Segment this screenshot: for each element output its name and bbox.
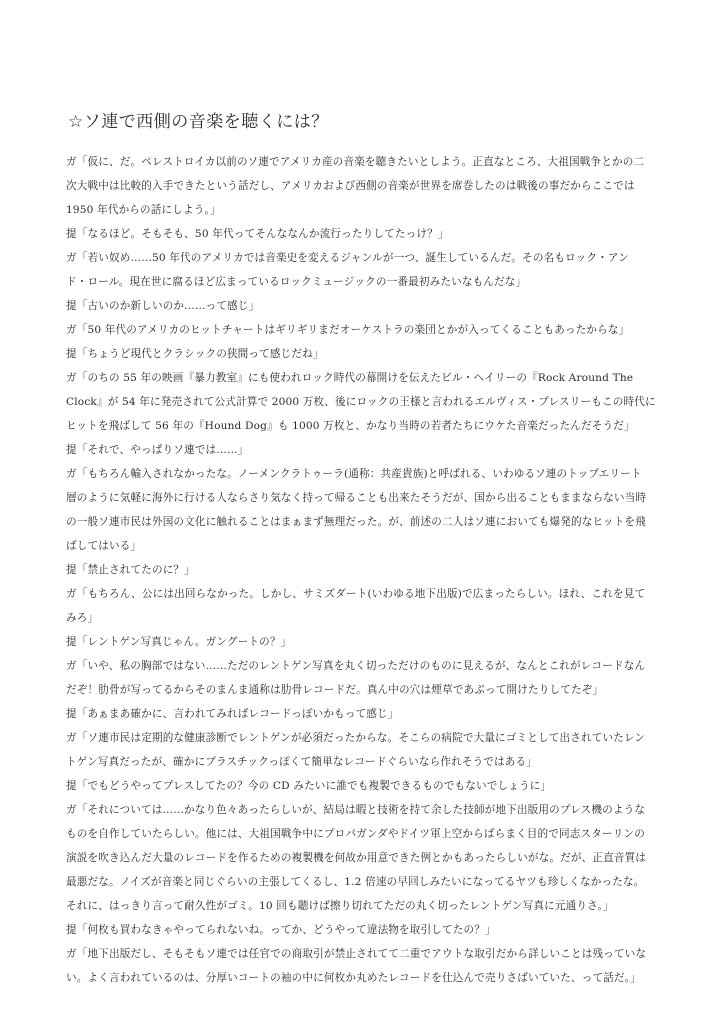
text-line: それに、はっきり言って耐久性がゴミ。10 回も聴けば擦り切れてただの丸く切ったレントゲン写真に元通りさ。」 — [66, 900, 614, 912]
text-line: ガ「仮に、だ。ペレストロイカ以前のソ連でアメリカ産の音楽を聴きたいとしよう。正直なところ、大祖国戦争とかの二 — [66, 156, 645, 168]
text-line: 層のように気軽に海外に行ける人ならさり気なく持って帰ることも出来たそうだが、国から出ることもままならない当時 — [66, 492, 647, 504]
text-line: 最悪だな。ノイズが音楽と同じぐらいの主張してくるし、1.2 倍速の早回しみたいになってるヤツも珍しくなかったな。 — [66, 876, 645, 888]
text-line: の一般ソ連市民は外国の文化に触れることはまぁまず無理だった。が、前述の二人はソ連においても爆発的なヒットを飛 — [66, 516, 646, 528]
text-line: Clock』が 54 年に発売されて公式計算で 2000 万枚、後にロックの王様と言われるエルヴィス・プレスリーもこの時代に — [66, 396, 656, 408]
text-line: 提「レントゲン写真じゃん。ガングートの？」 — [66, 636, 292, 648]
text-line: い。よく言われているのは、分厚いコートの袖の中に何枚か丸めたレコードを仕込んで売りさばいていた、って話だ。」 — [66, 972, 641, 984]
text-line: ガ「もちろん、公には出回らなかった。しかし、サミズダート(いわゆる地下出版)で広まったらしい。ほれ、これを見て — [66, 588, 646, 600]
text-line: ガ「50 年代のアメリカのヒットチャートはギリギリまだオーケストラの楽団とかが入ってくることもあったからな」 — [66, 324, 630, 336]
dialogue-body — [66, 150, 660, 990]
text-line: だぞ！肋骨が写ってるからそのまんま通称は肋骨レコードだ。真ん中の穴は煙草であぶって開けたりしてたぞ」 — [66, 684, 604, 696]
text-line: 提「ちょうど現代とクラシックの狭間って感じだね」 — [66, 348, 324, 360]
text-line: 提「それで、やっぱりソ連では……」 — [66, 444, 249, 456]
page-title: ☆ソ連で西側の音楽を聴くには？ — [68, 112, 329, 133]
text-line: 提「あぁまあ確かに、言われてみればレコードっぽいかもって感じ」 — [66, 708, 399, 720]
text-line: ヒットを飛ばして 56 年の『Hound Dog』も 1000 万枚と、かなり当時の若者たちにウケた音楽だったんだそうだ」 — [66, 420, 635, 432]
text-line: ガ「のちの 55 年の映画『暴力教室』にも使われロック時代の幕開けを伝えたビル・ヘイリーの『Rock Around The — [66, 372, 634, 384]
text-line: ガ「それについては……かなり色々あったらしいが、結局は暇と技術を持て余した技師が地下出版用のプレス機のような — [66, 804, 646, 816]
text-line: ガ「地下出版だし、そもそもソ連では任官での商取引が禁止されてて二重でアウトな取引だから詳しいことは残っていな — [66, 948, 647, 960]
text-line: トゲン写真だったが、確かにプラスチックっぽくて簡単なレコードぐらいなら作れそうではある」 — [66, 756, 538, 768]
text-line: ド・ロール。現在世に腐るほど広まっているロックミュージックの一番最初みたいなもんだな」 — [66, 276, 527, 288]
text-line: 提「なるほど。そもそも、50 年代ってそんななんか流行ったりしてたっけ？」 — [66, 228, 449, 240]
text-line: 提「何枚も買わなきゃやってられないね。ってか、どうやって違法物を取引してたの？」 — [66, 924, 496, 936]
text-line: 提「でもどうやってプレスしてたの？今の CD みたいに誰でも複製できるものでもないでしょうに」 — [66, 780, 552, 792]
text-line: みろ」 — [66, 612, 99, 624]
text-line: 次大戦中は比較的入手できたという話だし、アメリカおよび西側の音楽が世界を席巻したのは戦後の事だからここでは — [66, 180, 635, 192]
text-line: 提「禁止されてたのに？」 — [66, 564, 195, 576]
text-line: 提「古いのか新しいのか……って感じ」 — [66, 300, 260, 312]
text-line: ものを自作していたらしい。他には、大祖国戦争中にプロパガンダやドイツ軍上空からばらまく目的で同志スターリンの — [66, 828, 645, 840]
text-line: ガ「若い奴め……50 年代のアメリカでは音楽史を変えるジャンルが一つ、誕生しているんだ。その名もロック・アン — [66, 252, 629, 264]
text-line: 演説を吹き込んだ大量のレコードを作るための複製機を何故か用意できた例とかもあったらしいがな。だが、正直音質は — [66, 852, 647, 864]
text-line: ガ「ソ連市民は定期的な健康診断でレントゲンが必須だったからな。そこらの病院で大量にゴミとして出されていたレン — [66, 732, 646, 744]
text-line: ガ「いや、私の胸部ではない……ただのレントゲン写真を丸く切っただけのものに見えるが、なんとこれがレコードなん — [66, 660, 646, 672]
text-line: ばしてはいる」 — [66, 540, 142, 552]
text-line: 1950 年代からの話にしよう。」 — [66, 204, 221, 216]
text-line: ガ「もちろん輸入されなかったな。ノーメンクラトゥーラ(通称：共産貴族)と呼ばれる、いわゆるソ連のトップエリート — [66, 468, 642, 480]
